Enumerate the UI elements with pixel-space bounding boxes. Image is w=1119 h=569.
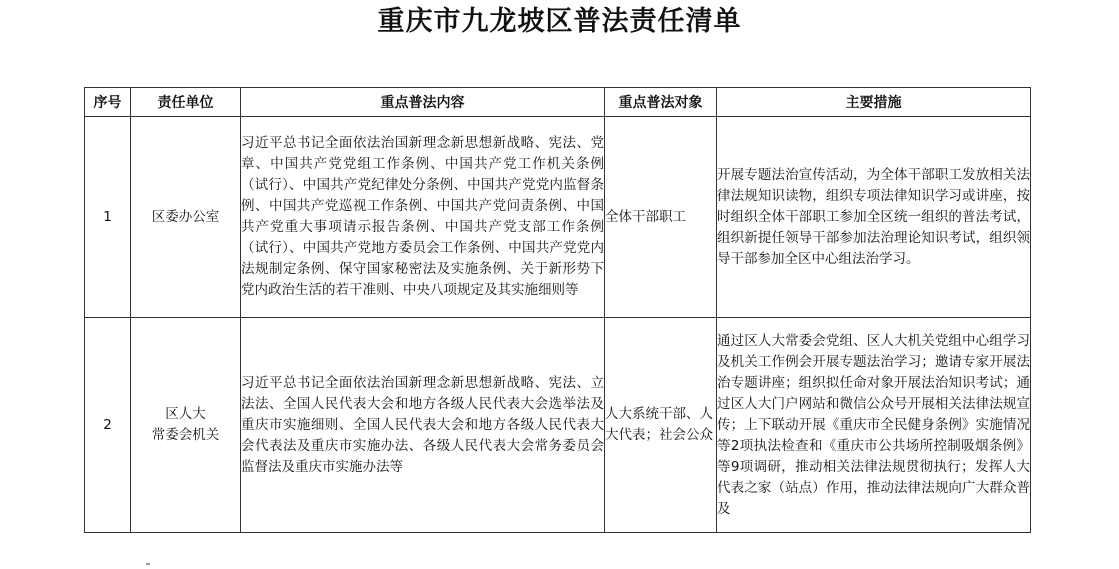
header-serial-number: 序号 [85,88,131,117]
table-header-row [85,88,1031,117]
responsible-unit [131,318,241,533]
key-audience: 人大系统干部、人大代表；社会公众 [605,318,717,533]
table-row [85,117,1031,318]
document-title: 重庆市九龙坡区普法责任清单 [377,6,742,37]
row-number: 2 [85,318,131,533]
key-content: 习近平总书记全面依法治国新理念新思想新战略、宪法、立法法、全国人民代表大会和地方各级人民代表大会选举法及重庆市实施细则、全国人民代表大会和地方各级人民代表大会代表法及重庆市实施办法、各级人民代表大会常务委员会监督法及重庆市实施办法等 [241,318,605,533]
responsibility-table [84,87,1031,533]
header-responsible-unit: 责任单位 [131,88,241,117]
header-key-content: 重点普法内容 [241,88,605,117]
main-measures: 通过区人大常委会党组、区人大机关党组中心组学习及机关工作例会开展专题法治学习；邀请专家开展法治专题讲座；组织拟任命对象开展法治知识考试；通过区人大门户网站和微信公众号开展相关法律法规宣传；上下联动开展《重庆市全民健身条例》实施情况等2项执法检查和《重庆市公共场所控制吸烟条例》等9项调研，推动相关法律法规贯彻执行；发挥人大代表之家（站点）作用，推动法律法规向广大群众普及 [717,318,1031,533]
main-measures: 开展专题法治宣传活动，为全体干部职工发放相关法律法规知识读物，组织专项法律知识学习或讲座，按时组织全体干部职工参加全区统一组织的普法考试，组织新提任领导干部参加法治理论知识考试，组织领导干部参加全区中心组法治学习。 [717,117,1031,318]
header-key-audience: 重点普法对象 [605,88,717,117]
responsible-unit [131,117,241,318]
unit-name-line: 区人大 [165,406,206,422]
unit-name-line: 常委会机关 [151,427,220,443]
row-number: 1 [85,117,131,318]
table-row [85,318,1031,533]
key-audience: 全体干部职工 [605,117,717,318]
key-content: 习近平总书记全面依法治国新理念新思想新战略、宪法、党章、中国共产党党组工作条例、中国共产党工作机关条例（试行）、中国共产党纪律处分条例、中国共产党党内监督条例、中国共产党巡视工作条例、中国共产党问责条例、中国共产党重大事项请示报告条例、中国共产党支部工作条例（试行）、中国共产党地方委员会工作条例、中国共产党党内法规制定条例、保守国家秘密法及实施条例、关于新形势下党内政治生活的若干准则、中央八项规定及其实施细则等 [241,117,605,318]
unit-name-line: 区委办公室 [151,208,220,225]
page-edge-mark [146,563,150,565]
header-main-measures: 主要措施 [717,88,1031,117]
